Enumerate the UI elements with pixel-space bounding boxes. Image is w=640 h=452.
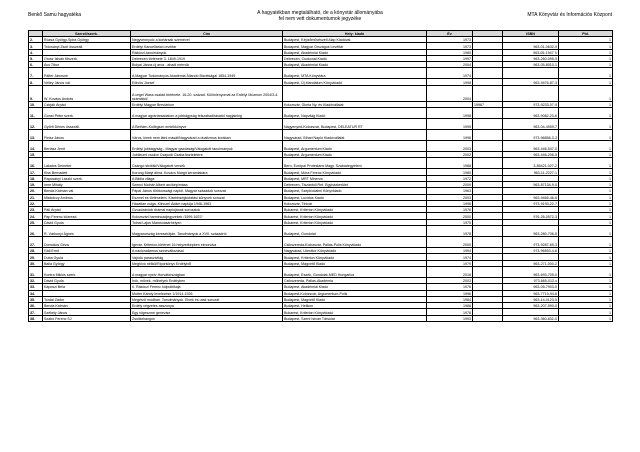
cell-isbn: 973-9193-22-7 <box>503 200 559 206</box>
cell-copies: 1 <box>559 226 613 237</box>
cell-year: 2009 <box>427 181 473 187</box>
cell-author: Imre Mihály <box>43 181 131 187</box>
row-number: 16. <box>29 158 43 169</box>
cell-author: Rapcsányi László szerk. <box>43 175 131 181</box>
cell-copies: 1 <box>559 43 613 49</box>
cell-year: 1975 <box>427 219 473 225</box>
cell-year: 1979 <box>427 260 473 266</box>
cell-isbn: 3-85421-027-2 <box>503 158 559 169</box>
cell-copies: 1 <box>559 175 613 181</box>
col-header-title: Cím <box>131 31 283 37</box>
cell-isbn: 963-14-0123-5 <box>503 296 559 302</box>
cell-copies: 1 <box>559 141 613 152</box>
cell-year: 1976 <box>427 284 473 290</box>
cell-year: 1984 <box>427 296 473 302</box>
cell-isbn: 963-271-000-2 <box>503 260 559 266</box>
cell-place: Budapest, MRT Minerva <box>283 175 427 181</box>
cell-isbn: 963-446-206-5 <box>503 152 559 158</box>
cell-place: Budapest, Helikon <box>283 303 427 309</box>
cell-title: Gvozdzárdok drámai naplójának sorozatok <box>131 207 283 213</box>
cell-isbn: 973-9287-69-3 <box>503 237 559 248</box>
cell-place: Bukarest, Kriterion Könyvkiadó <box>283 309 427 315</box>
cell-title: A cegei Wass család története. 16-20. század. Különlenyomat az Erdélyi Múzeum 2004/3-4. számából <box>131 85 283 101</box>
cell-year: 2003 <box>427 277 473 283</box>
cell-year: 2002 <box>427 152 473 158</box>
cell-year: 1998 <box>427 108 473 119</box>
col-header-year: Év <box>427 31 473 37</box>
cell-copies: 1 <box>559 181 613 187</box>
cell-title: Erdélyi Magyar Breviárium <box>131 101 283 107</box>
row-number: 30. <box>29 260 43 266</box>
cell-extra <box>473 237 503 248</box>
row-number: 29. <box>29 254 43 260</box>
cell-year: 1963 <box>427 188 473 194</box>
cell-author: Benda Kálmán <box>43 303 131 309</box>
row-number: 10. <box>29 101 43 107</box>
row-number: 11. <box>29 108 43 119</box>
cell-extra <box>473 266 503 277</box>
cell-isbn: 963-280-706-5 <box>503 226 559 237</box>
cell-title: Mutter Károly levelezése 1/1914-1926 <box>131 290 283 296</box>
cell-extra <box>473 108 503 119</box>
cell-copies: 1 <box>559 108 613 119</box>
row-number: 13. <box>29 130 43 141</box>
cell-isbn: 973-96553-4-6 <box>503 248 559 254</box>
cell-place: Budapest, Szent István Társulat <box>283 315 427 321</box>
cell-title: Tolnai Lajos Marosvásárhelyen <box>131 219 283 225</box>
cell-copies: 1 <box>559 309 613 315</box>
cell-place: Budapest, Magvető Kiadó <box>283 260 427 266</box>
cell-copies: 1 <box>559 85 613 101</box>
row-number: 36. <box>29 303 43 309</box>
cell-place: Budapest, Magvető Kiadó <box>283 296 427 302</box>
cell-place: Bukarest, Kriterion Könyvkiadó <box>283 207 427 213</box>
cell-title: Magyarország keresztútján. Tanulmányok a XVII. századról <box>131 226 283 237</box>
cell-place <box>283 85 427 101</box>
cell-copies: 1 <box>559 68 613 79</box>
cell-author: Balla György <box>43 260 131 266</box>
cell-copies: 1 <box>559 303 613 309</box>
cell-extra <box>473 226 503 237</box>
row-number: 19. <box>29 181 43 187</box>
cell-copies: 1 <box>559 277 613 283</box>
cell-place: Budapest, Képzőművészeti Alap Kiadóvál. <box>283 37 427 43</box>
cell-year: 1974 <box>427 68 473 79</box>
cell-title: Korong Matyi álma. Kovács Margit keramiakára <box>131 169 283 175</box>
cell-place: Budapest, Argumentum Kiadó <box>283 152 427 158</box>
cell-author: Benda Kálmán vál. <box>43 188 131 194</box>
cell-copies: 1 <box>559 79 613 85</box>
cell-title: Vajúdó parasztvilág <box>131 254 283 260</box>
cell-isbn: 963-207-590-0 <box>503 303 559 309</box>
cell-title: A nacionalizmus színeváltozásai <box>131 248 283 254</box>
cell-author: Pap Ferenc közread. <box>43 213 131 219</box>
cell-copies: 1 <box>559 130 613 141</box>
cell-copies: 1 <box>559 55 613 61</box>
cell-place: Budapest, Akadémiai Kiadó <box>283 284 427 290</box>
cell-author: Kiss Bernadett <box>43 169 131 175</box>
cell-author: Tordai Zádor <box>43 296 131 302</box>
cell-place: Budapest, Új Mandátum Könyvkiadó <box>283 79 427 85</box>
cell-year: 2000 <box>427 213 473 219</box>
cell-year: 2004 <box>427 62 473 68</box>
cell-copies: 1 <box>559 207 613 213</box>
cell-copies: 1 <box>559 194 613 200</box>
cell-title: Meghívó nélkül/Riporkönyv Erdélyből <box>131 260 283 266</box>
table-row <box>29 237 613 248</box>
cell-author: Gáll Ernő <box>43 248 131 254</box>
cell-place: Csíkszereda, Pallas-Akadémia <box>283 277 427 283</box>
table-row <box>29 85 613 101</box>
cell-copies: 1 <box>559 290 613 296</box>
cell-title: Kolozsvári harmincadjegyzékek /1599-1637/ <box>131 213 283 219</box>
cell-author: Miskolczy Ambrus <box>43 194 131 200</box>
col-header-place: Hely: kiadó <box>283 31 427 37</box>
cell-title: Zsoltárhangon <box>131 315 283 321</box>
table-row <box>29 119 613 130</box>
row-number: 26. <box>29 226 43 237</box>
cell-author: R. Várkonyi Ágnes <box>43 226 131 237</box>
cell-title: Eötvös József <box>131 79 283 85</box>
cell-copies: 1 <box>559 169 613 175</box>
cell-year: 2016 <box>427 266 473 277</box>
cell-extra <box>473 68 503 79</box>
cell-copies: 1 <box>559 152 613 158</box>
cell-place: Bukarest, Kriterion Könyvkiadó <box>283 219 427 225</box>
cell-title: Bolyai János új arca - ahadi mérnök <box>131 62 283 68</box>
col-header-copies: Pld. <box>559 31 613 37</box>
cell-isbn: 963-05-7903-0 <box>503 284 559 290</box>
cell-isbn: 963-693-705-0 <box>503 266 559 277</box>
header-left: Benkő Samu hagyatéka <box>28 12 82 18</box>
row-number: 24. <box>29 213 43 219</box>
cell-isbn: 963-360-832-0 <box>503 315 559 321</box>
cell-place: Kolozsvár, Gloria Ny. és Kiadóvállalat <box>283 101 427 107</box>
cell-year: 1995 <box>427 119 473 130</box>
cell-isbn: 963-260-095-9 <box>503 55 559 61</box>
row-number: 28. <box>29 248 43 254</box>
cell-year: 1996 <box>427 200 473 206</box>
cell-year: 1974 <box>427 254 473 260</box>
document-table <box>28 30 613 322</box>
cell-isbn: 963-01-0632-9 <box>503 43 559 49</box>
cell-isbn <box>503 68 559 79</box>
table-body <box>29 37 613 322</box>
header-right: MTA Könyvtár és Információs Központ <box>527 12 612 18</box>
cell-title: Eszmei és történelem. Kisebbségkutatási könyvek sorozat <box>131 194 283 200</box>
cell-title: Csángó strófák/Válogatott versek <box>131 158 283 169</box>
cell-copies: 1 <box>559 49 613 55</box>
cell-copies: 1 <box>559 158 613 169</box>
cell-year: 1998 <box>427 79 473 85</box>
header-title-line-1: A hagyatékban megtalálható, de a könyvtár állományába <box>257 10 383 16</box>
cell-title: Házatlan csiga. Kiinczei Ádám naplója 1946-1963 <box>131 200 283 206</box>
cell-isbn: 963-9082-23-6 <box>503 108 559 119</box>
cell-place: Budapest, Magyar Országos Levéltár <box>283 43 427 49</box>
cell-title: A Biblia világa <box>131 175 283 181</box>
cell-title: Város, kinek nem látni mását/Nagyvárad a dualizmus korában <box>131 130 283 141</box>
cell-isbn: 963-11-2227-1 <box>503 169 559 175</box>
row-number: 17. <box>29 169 43 175</box>
table-row <box>29 68 613 79</box>
cell-author: Bertász Jenő <box>43 141 131 152</box>
cell-copies: 1 <box>559 101 613 107</box>
cell-copies: 1 <box>559 296 613 302</box>
cell-year: 1972 <box>427 175 473 181</box>
cell-place: Debrecen, Csokonai Kiadó <box>283 55 427 61</box>
cell-place: Budapest, Móra Ferenc Könyvkiadó <box>283 169 427 175</box>
row-number: 33. <box>29 284 43 290</box>
cell-copies: 1 <box>559 237 613 248</box>
cell-isbn: 963-7719-94-6 <box>503 290 559 296</box>
cell-author: Győrfi Dénes összeáll. <box>43 119 131 130</box>
cell-title: Debrecen története 3. 1849-1919 <box>131 55 283 61</box>
cell-copies: 1 <box>559 260 613 266</box>
col-header-author: Szerző/szerk. <box>43 31 131 37</box>
row-number: 20. <box>29 188 43 194</box>
cell-place: Bern, Európai Protestáns Magy. Szabadegyetem <box>283 158 427 169</box>
cell-isbn: 963-05-8010-1 <box>503 62 559 68</box>
cell-author: Rózsa György-Spira György <box>43 37 131 43</box>
table-row <box>29 130 613 141</box>
table-row <box>29 266 613 277</box>
cell-place: Csíkszereda-Kolozsvár, Pallas-Polis Könyvkiadó <box>283 237 427 248</box>
row-number: 4. <box>29 49 43 55</box>
cell-title: Erdélyi jobbágyság - Magyar gazdaság/Válogatott tanulmányok <box>131 141 283 152</box>
cell-place: Nagyvárad, Bihari Napló Kiadóvállalat <box>283 130 427 141</box>
cell-isbn: 976-26-0572-3 <box>503 213 559 219</box>
cell-place: Nagyenyed-Kolozsvár, Budapest, DELEATUR RT <box>283 119 427 130</box>
cell-isbn: 963-05-1947 X <box>503 49 559 55</box>
row-number: 25. <box>29 219 43 225</box>
cell-author: Pálfer Jánosné <box>43 68 131 79</box>
cell-place: Budapest, Akadémiai Kiadó <box>283 49 427 55</box>
cell-isbn: 963-04-4959-7 <box>503 119 559 130</box>
cell-place: Budapest, Lucidus Kiadó <box>283 194 427 200</box>
table-row <box>29 315 613 321</box>
cell-author: Orosz István főszerk. <box>43 55 131 61</box>
cell-copies: 1 <box>559 119 613 130</box>
cell-place: Budapest, Napvilág Kiadó <box>283 108 427 119</box>
row-number: 3. <box>29 43 43 49</box>
cell-copies: 1 <box>559 266 613 277</box>
cell-title: Rákóczi-tanulmányok <box>131 49 283 55</box>
cell-place: Budapest, Gondolat <box>283 226 427 237</box>
cell-author: Dávid Gyula <box>43 277 131 283</box>
row-number: 27. <box>29 237 43 248</box>
table-row <box>29 108 613 119</box>
cell-year: 1976 <box>427 207 473 213</box>
cell-extra <box>473 130 503 141</box>
cell-copies: 1 <box>559 254 613 260</box>
row-number: 21. <box>29 194 43 200</box>
cell-author: Káposzi Béla <box>43 284 131 290</box>
cell-title: II. Rákóczi Ferenc külpolitikája <box>131 284 283 290</box>
cell-place: Budapest, Szépirodalmi Könyvkiadó <box>283 188 427 194</box>
cell-place: Debrecen, Tiszántúli Ref. Egyházkerület <box>283 181 427 187</box>
row-number: 34. <box>29 290 43 296</box>
cell-extra <box>473 141 503 152</box>
cell-author: Trócsányi Zsolt összeáll. <box>43 43 131 49</box>
cell-title: Igevár. Kriterion-történet 16 helyzetképben elmondva <box>131 237 283 248</box>
cell-title: A magyar nyelv Horvátországban <box>131 266 283 277</box>
cell-place: Budapest, Akadémiai Kiadó <box>283 62 427 68</box>
cell-year: 1978 <box>427 226 473 237</box>
header-title <box>200 10 440 22</box>
cell-year: 1978 <box>427 309 473 315</box>
cell-author: Ács Tibor <box>43 62 131 68</box>
row-number: 9. <box>29 85 43 101</box>
cell-year: 2004 <box>427 85 473 101</box>
cell-title: Jubileumi csokor Csapodi Csaba tiszteletére <box>131 152 283 158</box>
cell-place: Kolozsvár, Tinivár <box>283 200 427 206</box>
cell-year: 1994 <box>427 248 473 254</box>
cell-isbn: 973-665-012-x <box>503 277 559 283</box>
cell-author: Dávid Gyula <box>43 219 131 225</box>
cell-year: 1986 <box>427 303 473 309</box>
row-number: 7. <box>29 68 43 79</box>
cell-title: Negyvennyolc a kortársak szemével <box>131 37 283 43</box>
cell-place: Budapest, MTA Könyvtára <box>283 68 427 79</box>
cell-year: 1997 <box>427 55 473 61</box>
cell-title: Erdélyi Kancelláriai Levéltár <box>131 43 283 49</box>
cell-title: Szenci Molnár Albert arc/kép/mása <box>131 181 283 187</box>
cell-author: Gunst Péter szerk. <box>43 108 131 119</box>
cell-place: Budapest, Eszék, Gondolat-MED Hungarica <box>283 266 427 277</box>
cell-title: A Bethlen-Kollégium emlékkönyve <box>131 119 283 130</box>
row-number: 37. <box>29 309 43 315</box>
cell-author: Kontra Miklós szerk. <box>43 266 131 277</box>
cell-isbn: 973-9233-07-9 <box>503 101 559 107</box>
row-number: 23. <box>29 207 43 213</box>
cell-year: 2003 <box>427 141 473 152</box>
row-number: 5. <box>29 55 43 61</box>
cell-year: 2003 <box>427 194 473 200</box>
row-number: 31. <box>29 266 43 277</box>
cell-copies: 1 <box>559 62 613 68</box>
cell-extra <box>473 85 503 101</box>
cell-isbn: 963-9476-87-3 <box>503 79 559 85</box>
cell-author: Domokos Géza <box>43 237 131 248</box>
cell-copies: 1 <box>559 315 613 321</box>
cell-place: Budapest-Kolozsvár, Argumentum-Polis <box>283 290 427 296</box>
cell-year: 1996 <box>427 290 473 296</box>
row-number: 32. <box>29 277 43 283</box>
cell-author: Velley János vál. <box>43 79 131 85</box>
cell-author: Szabó Ferenc SJ <box>43 315 131 321</box>
table-row <box>29 141 613 152</box>
row-number: 18. <box>29 175 43 181</box>
cell-year: 1996 <box>427 130 473 141</box>
cell-author: Fleisz János <box>43 130 131 141</box>
cell-place: Nagyvárad, Literátor Könyvkiadó <box>283 248 427 254</box>
cell-author: Páll Árpád <box>43 207 131 213</box>
row-number: 12. <box>29 119 43 130</box>
table-row <box>29 226 613 237</box>
cell-place: Budapest, Kriterion Könyvkiadó <box>283 254 427 260</box>
cell-copies: 1 <box>559 37 613 43</box>
cell-extra <box>473 315 503 321</box>
cell-place: Budapest, Argumentum Kiadó <box>283 141 427 152</box>
cell-title: Egy rögeszme genezise <box>131 309 283 315</box>
cell-extra: 19967 <box>473 101 503 107</box>
cell-year: 1980 <box>427 49 473 55</box>
cell-author: W. Kovács András <box>43 85 131 101</box>
cell-title: Megérző módban. Tanulmányok. Elvek és utak sorozat <box>131 296 283 302</box>
header-title-line-2: fel nem vett dokumentumok jegyzéke <box>278 16 362 23</box>
cell-isbn <box>503 85 559 101</box>
cell-extra <box>473 158 503 169</box>
row-number: 38. <box>29 315 43 321</box>
cell-author: Duba Gyula <box>43 254 131 260</box>
cell-copies: 1 <box>559 284 613 290</box>
cell-author: Székely János <box>43 309 131 315</box>
col-header-isbn: ISBN <box>503 31 559 37</box>
row-number: 6. <box>29 62 43 68</box>
cell-extra <box>473 119 503 130</box>
table-row <box>29 158 613 169</box>
cell-year: 1993 <box>427 315 473 321</box>
row-number: 2. <box>29 37 43 43</box>
cell-title: A Magyar Tudományos Akadémia Állandó Bizottságai 1854-1949 <box>131 68 283 79</box>
cell-copies: 1 <box>559 219 613 225</box>
cell-year: 2000 <box>427 237 473 248</box>
cell-title: Erdély végzetes asszonya <box>131 303 283 309</box>
cell-copies: 1 <box>559 248 613 254</box>
row-number: 22. <box>29 200 43 206</box>
row-number: 15. <box>29 152 43 158</box>
row-number: 35. <box>29 296 43 302</box>
cell-copies: 1 <box>559 213 613 219</box>
cell-isbn: 963-446-547-0 <box>503 141 559 152</box>
cell-year: 1973 <box>427 43 473 49</box>
cell-year: 1980 <box>427 169 473 175</box>
cell-author: Lakatos Demeter <box>43 158 131 169</box>
cell-isbn: 963-9465-46-6 <box>503 194 559 200</box>
row-number: 14. <box>29 141 43 152</box>
cell-year: 1988 <box>427 158 473 169</box>
cell-place: Bukarest, Kriterion Könyvkiadó <box>283 213 427 219</box>
cell-title: Pápai János törökországi naplói. Magyar századok sorozat <box>131 188 283 194</box>
cell-year: 1973 <box>427 37 473 43</box>
cell-title: Írók, művek, műhelyek Erdélyben <box>131 277 283 283</box>
cell-author: Czirják Árpád <box>43 101 131 107</box>
cell-isbn: 963-87134-9-0 <box>503 181 559 187</box>
row-number: 8. <box>29 79 43 85</box>
cell-copies: 1 <box>559 200 613 206</box>
cell-isbn: 973-96856-3-3 <box>503 130 559 141</box>
cell-title: A magyar agrártársadalom a jobbágyság felszabadításától napjainkig <box>131 108 283 119</box>
cell-copies: 1 <box>559 188 613 194</box>
